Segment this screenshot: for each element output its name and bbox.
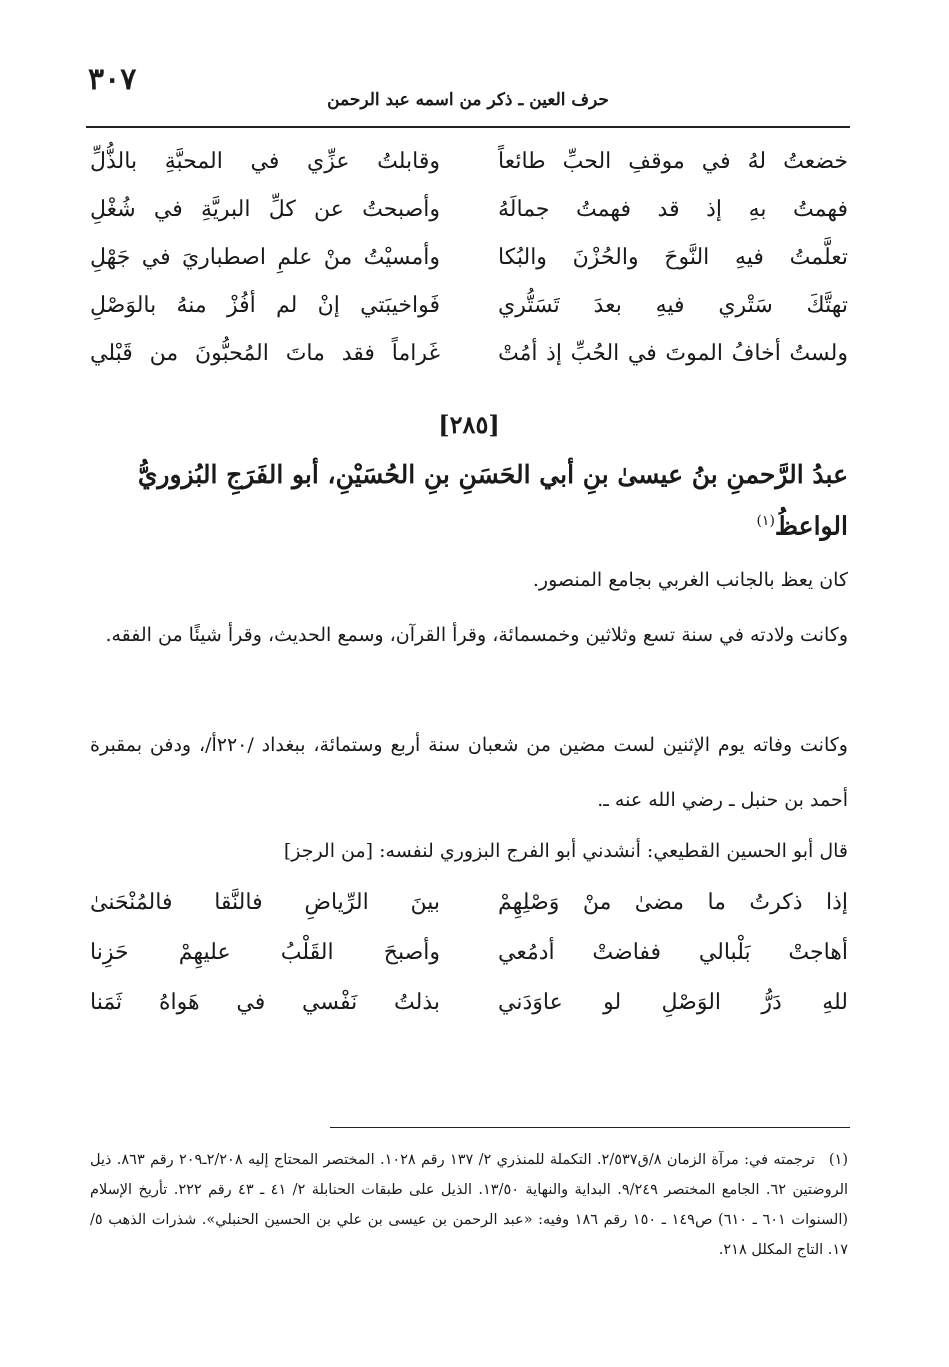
header-rule [86, 126, 850, 128]
running-head: حرف العين ـ ذكر من اسمه عبد الرحمن [327, 90, 609, 110]
verse-first-hemistich: للهِ دَرُّ الوَصْلِ لو عاوَدَني [498, 989, 848, 1015]
entry-title-text: عبدُ الرَّحمنِ بنُ عيسىٰ بنِ أبي الحَسَنِ بنِ الحُسَيْنِ، أبو الفَرَجِ البُزوريُّ الواعظُ [137, 460, 848, 541]
verse-first-hemistich: ولستُ أخافُ الموتَ في الحُبِّ إذ أمُتْ [498, 340, 848, 366]
poem-2 [90, 877, 848, 1027]
verse-second-hemistich: وأصبحَ القَلْبُ عليهِمْ حَزِنا [90, 939, 440, 965]
footnote-rule [330, 1127, 850, 1128]
footnote-text: ترجمته في: مرآة الزمان ٨/ق٢/٥٣٧. التكملة للمنذري ٢/ ١٣٧ رقم ١٠٢٨. المختصر المحتاج إليه ٢/٢٠٨ـ٢٠٩ رقم ٨٦٣. ذيل الروضتين ٦٢. الجامع المختصر ٩/٢٤٩. البداية والنهاية ١٣/٥٠. الذيل على طبقات الحنابلة ٢/ ٤١ ـ ٤٣ رقم ٢٢٢. تأريخ الإسلام (السنوات ٦٠١ ـ ٦١٠) ص١٤٩ ـ ١٥٠ رقم ١٨٦ وفيه: «عبد الرحمن بن عيسى بن علي بن الحسين الحنبلي». شذرات الذهب ٥/ ١٧. التاج المكلل ٢١٨. [90, 1152, 849, 1258]
verse-line [90, 233, 848, 281]
verse-line [90, 877, 848, 927]
footnote-reference: (١) [756, 513, 775, 529]
verse-line [90, 977, 848, 1027]
verse-line [90, 137, 848, 185]
verse-first-hemistich: أهاجتْ بَلْبالي ففاضتْ أدمُعي [498, 939, 848, 965]
verse-first-hemistich: تعلَّمتُ فيهِ النَّوحَ والحُزْنَ والبُكا [498, 244, 848, 270]
paragraph-death: وكانت وفاته يوم الإثنين لست مضين من شعبان سنة أربع وستمائة، ببغداد /٢٢٠أ/، ودفن بمقبرة أحمد بن حنبل ـ رضي الله عنه ـ. [90, 734, 848, 811]
paragraph-birth: وكانت ولادته في سنة تسع وثلاثين وخمسمائة، وقرأ القرآن، وسمع الحديث، وقرأ شيئًا من الفقه. [105, 624, 848, 646]
footnote [90, 1145, 848, 1265]
verse-second-hemistich: بذلتُ نَفْسي في هَواهُ ثَمَنا [90, 989, 440, 1015]
verse-line [90, 281, 848, 329]
paragraph-poem-intro: قال أبو الحسين القطيعي: أنشدني أبو الفرج البزوري لنفسه: [من الرجز] [283, 840, 848, 862]
verse-first-hemistich: خضعتُ لهُ في موقفِ الحبِّ طائعاً [498, 148, 848, 174]
verse-line [90, 185, 848, 233]
poem-1 [90, 137, 848, 377]
verse-first-hemistich: تهتَّكَ سَتْري فيهِ بعدَ تَسَتُّري [498, 292, 848, 318]
verse-second-hemistich: وأصبحتُ عن كلِّ البريَّةِ في شُغْلِ [90, 196, 440, 222]
entry-title [90, 452, 848, 549]
verse-line [90, 329, 848, 377]
verse-first-hemistich: إذا ذكرتُ ما مضىٰ منْ وَصْلِهِمْ [498, 889, 848, 915]
entry-number: [٢٨٥] [438, 410, 500, 439]
verse-second-hemistich: فَواخيبَتي إنْ لم أفُزْ منهُ بالوَصْلِ [90, 292, 440, 318]
verse-second-hemistich: غَراماً فقد ماتَ المُحبُّونَ من قَبْلي [90, 340, 440, 366]
verse-line [90, 927, 848, 977]
verse-second-hemistich: وأمسيْتُ منْ علمِ اصطباريَ في جَهْلِ [90, 244, 440, 270]
paragraph-location: كان يعظ بالجانب الغربي بجامع المنصور. [532, 569, 848, 591]
verse-first-hemistich: فهمتُ بهِ إذ قد فهمتُ جمالَهُ [498, 196, 848, 222]
verse-second-hemistich: بينَ الرِّياضِ فالنَّقا فالمُنْحَنىٰ [90, 889, 440, 915]
verse-second-hemistich: وقابلتُ عزِّي في المحبَّةِ بالذُّلِّ [90, 148, 440, 174]
page-number: ٣٠٧ [88, 62, 137, 97]
footnote-marker: (١) [828, 1152, 848, 1168]
